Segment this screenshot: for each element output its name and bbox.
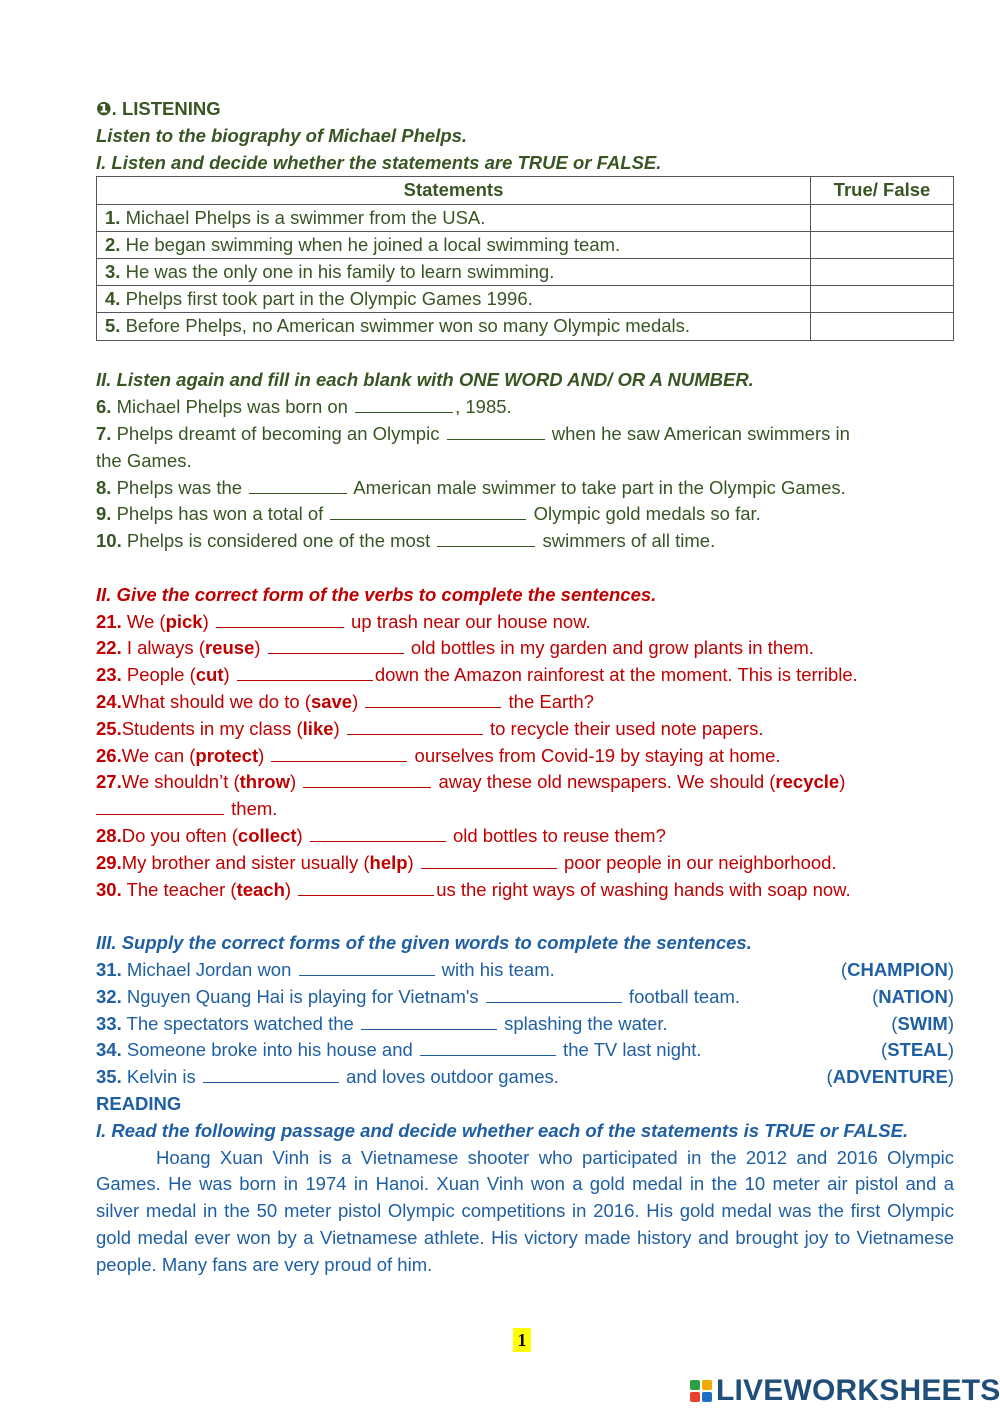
question-21: 21. We (pick) up trash near our house now. (96, 610, 591, 632)
answer-blank[interactable] (96, 799, 224, 815)
answer-blank[interactable] (421, 853, 557, 869)
question-33: 33. The spectators watched the splashing the water. (SWIM) (96, 1011, 954, 1038)
given-word: (STEAL) (881, 1039, 954, 1061)
question-22: 22. I always (reuse) old bottles in my garden and grow plants in them. (96, 637, 814, 659)
question-27-cont: them. (96, 796, 954, 823)
answer-blank[interactable] (203, 1067, 339, 1083)
question-9: 9. Phelps has won a total of Olympic gold medals so far. (96, 503, 761, 525)
answer-blank[interactable] (420, 1040, 556, 1056)
table-row: 5. Before Phelps, no American swimmer won so many Olympic medals. (97, 313, 954, 340)
question-7: 7. Phelps dreamt of becoming an Olympic when he saw American swimmers in (96, 423, 850, 444)
worksheet-page (96, 96, 954, 1279)
listening-intro: Listen to the biography of Michael Phelps. (96, 124, 468, 146)
reading-instruction: I. Read the following passage and decide whether each of the statements is TRUE or FALSE. (96, 1119, 909, 1141)
given-word: (ADVENTURE) (826, 1066, 954, 1088)
answer-blank[interactable] (310, 826, 446, 842)
question-7-cont: the Games. (96, 449, 192, 471)
answer-blank[interactable] (271, 746, 407, 762)
reading-heading: READING (96, 1092, 182, 1114)
question-31: 31. Michael Jordan won with his team. (CHAMPION) (96, 957, 954, 984)
answer-blank[interactable] (299, 960, 435, 976)
answer-cell[interactable] (811, 313, 954, 340)
section-number-badge: ❶ (96, 98, 112, 119)
answer-blank[interactable] (365, 692, 501, 708)
page-number: 1 (513, 1328, 531, 1352)
answer-blank[interactable] (361, 1014, 497, 1030)
answer-blank[interactable] (237, 665, 373, 681)
answer-blank[interactable] (249, 478, 347, 494)
question-35: 35. Kelvin is and loves outdoor games. (ADVENTURE) (96, 1064, 954, 1091)
question-6: 6. Michael Phelps was born on , 1985. (96, 396, 512, 418)
true-false-header: True/ False (811, 177, 954, 204)
answer-blank[interactable] (355, 397, 453, 413)
answer-blank[interactable] (268, 638, 404, 654)
listening-heading: ❶. LISTENING (96, 98, 221, 119)
answer-cell[interactable] (811, 204, 954, 231)
question-30: 30. The teacher (teach) us the right ways of washing hands with soap now. (96, 878, 851, 900)
table-header-row (97, 177, 954, 204)
question-25: 25.Students in my class (like) to recycle their used note papers. (96, 717, 764, 739)
question-26: 26.We can (protect) ourselves from Covid-19 by staying at home. (96, 744, 781, 766)
verbs-title: II. Give the correct form of the verbs to complete the sentences. (96, 583, 657, 605)
statements-header: Statements (97, 177, 811, 204)
question-29: 29.My brother and sister usually (help) poor people in our neighborhood. (96, 851, 837, 873)
answer-blank[interactable] (486, 987, 622, 1003)
answer-blank[interactable] (298, 880, 434, 896)
table-row: 4. Phelps first took part in the Olympic Games 1996. (97, 286, 954, 313)
question-27: 27.We shouldn’t (throw) away these old newspapers. We should (recycle) (96, 771, 846, 793)
question-24: 24.What should we do to (save) the Earth? (96, 690, 594, 712)
answer-blank[interactable] (303, 772, 431, 788)
given-word: (SWIM) (891, 1012, 954, 1034)
question-32: 32. Nguyen Quang Hai is playing for Vietnam's football team. (NATION) (96, 984, 954, 1011)
table-row: 3. He was the only one in his family to learn swimming. (97, 259, 954, 286)
wordform-title: III. Supply the correct forms of the given words to complete the sentences. (96, 932, 752, 954)
given-word: (CHAMPION) (840, 958, 954, 980)
answer-cell[interactable] (811, 286, 954, 313)
liveworksheets-logo (690, 1374, 1000, 1408)
given-word: (NATION) (872, 985, 954, 1007)
answer-blank[interactable] (437, 531, 535, 547)
question-28: 28.Do you often (collect) old bottles to reuse them? (96, 824, 666, 846)
part2-title: II. Listen again and fill in each blank with ONE WORD AND/ OR A NUMBER. (96, 369, 754, 391)
answer-cell[interactable] (811, 259, 954, 286)
table-row: 1. Michael Phelps is a swimmer from the USA. (97, 204, 954, 231)
question-23: 23. People (cut) down the Amazon rainforest at the moment. This is terrible. (96, 664, 858, 686)
question-10: 10. Phelps is considered one of the most swimmers of all time. (96, 530, 716, 552)
answer-cell[interactable] (811, 231, 954, 258)
answer-blank[interactable] (330, 504, 526, 520)
reading-passage: Hoang Xuan Vinh is a Vietnamese shooter who participated in the 2012 and 2016 Olympic Games. He was born in 1974 in Hanoi. Xuan Vinh won a gold medal in the 10 meter air pistol and a silver medal in the 50 meter pistol Olympic competitions in 2016. His gold medal was the first Olympic gold medal ever won by a Vietnamese athlete. His victory made history and brought joy to Vietnamese people. Many fans are very proud of him. (96, 1146, 954, 1275)
answer-blank[interactable] (216, 612, 344, 628)
answer-blank[interactable] (447, 424, 545, 440)
true-false-table (96, 176, 954, 340)
logo-icon (690, 1380, 712, 1402)
brand-name: LIVEWORKSHEETS (716, 1373, 1000, 1407)
question-8: 8. Phelps was the American male swimmer to take part in the Olympic Games. (96, 476, 846, 498)
part1-title: I. Listen and decide whether the statements are TRUE or FALSE. (96, 151, 662, 173)
answer-blank[interactable] (347, 719, 483, 735)
table-row: 2. He began swimming when he joined a local swimming team. (97, 231, 954, 258)
question-34: 34. Someone broke into his house and the TV last night. (STEAL) (96, 1037, 954, 1064)
